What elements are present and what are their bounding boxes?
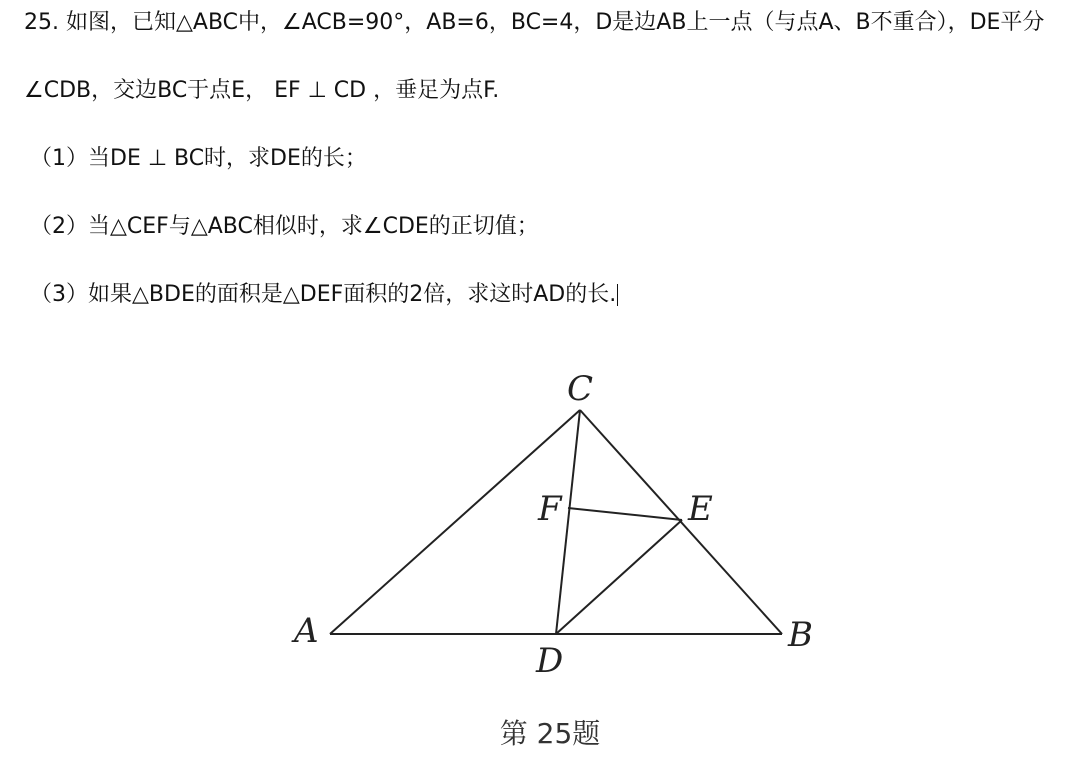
- point-label-D: D: [536, 641, 564, 681]
- segment-EF: [568, 508, 682, 520]
- question-1-text: （1）当DE ⊥ BC时，求DE的长；: [30, 146, 367, 171]
- problem-line-1-text: 25. 如图，已知△ABC中，∠ACB=90°，AB=6，BC=4，D是边AB上一点（与点A、B不重合），DE平分: [24, 10, 1045, 35]
- question-2-text: （2）当△CEF与△ABC相似时，求∠CDE的正切值；: [30, 214, 539, 239]
- point-label-C: C: [567, 369, 594, 409]
- segment-DE: [556, 520, 682, 634]
- point-label-B: B: [788, 615, 813, 655]
- point-label-F: F: [538, 489, 562, 529]
- figure-caption: 第 25题: [499, 717, 601, 750]
- point-label-A: A: [294, 611, 319, 651]
- question-3-text: （3）如果△BDE的面积是△DEF面积的2倍，求这时AD的长.: [30, 282, 617, 307]
- point-label-E: E: [688, 489, 713, 529]
- problem-line-2-text: ∠CDB，交边BC于点E， EF ⊥ CD ，垂足为点F.: [24, 78, 500, 103]
